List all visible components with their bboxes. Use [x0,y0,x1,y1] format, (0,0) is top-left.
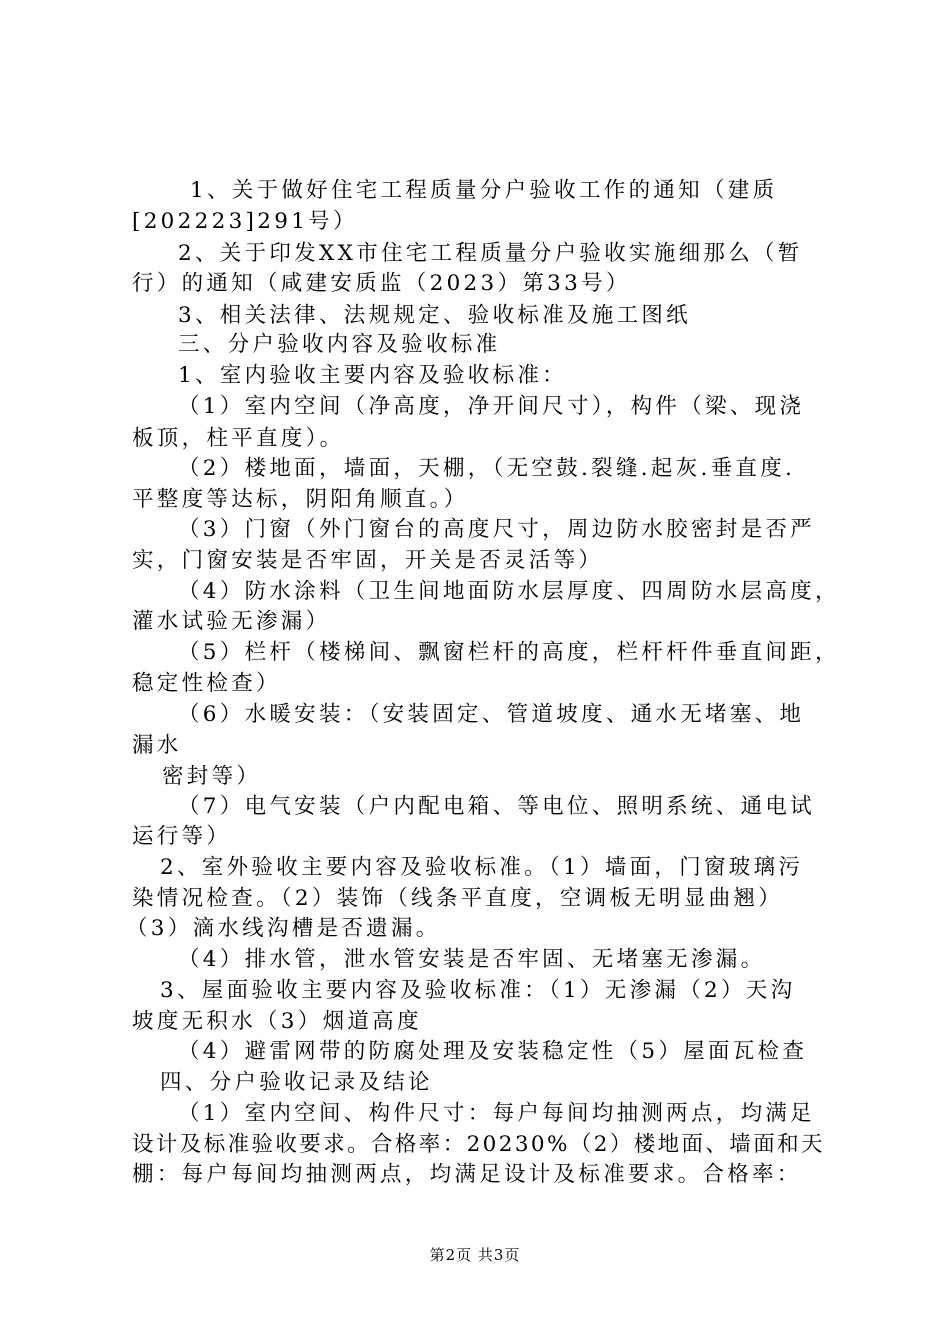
text-line-30: 四、分户验收记录及结论 [160,1070,433,1095]
text-line-6: 三、分户验收内容及验收标准 [178,332,501,357]
text-line-10: （2）楼地面，墙面，天棚，（无空鼓.裂缝.起灰.垂直度. [178,456,796,481]
text-line-26: （4）排水管，泄水管安装是否牢固、无堵塞无渗漏。 [178,947,766,972]
text-line-25: （3）滴水线沟槽是否遗漏。 [126,916,441,941]
text-line-4: 行）的通知（咸建安质监（2023）第33号） [132,271,631,296]
text-line-19: 漏水 [132,733,182,758]
text-line-29: （4）避雷网带的防腐处理及安装稳定性（5）屋面瓦检查 [178,1039,808,1064]
text-line-20: 密封等） [162,764,262,789]
text-line-32: 设计及标准验收要求。合格率：20230%（2）楼地面、墙面和天 [132,1132,825,1157]
text-line-16: （5）栏杆（楼梯间、飘窗栏杆的高度，栏杆杆件垂直间距， [178,640,840,665]
text-line-1: 1、关于做好住宅工程质量分户验收工作的通知（建质 [190,178,778,203]
text-line-2: [202223]291号） [132,209,358,234]
text-line-7: 1、室内验收主要内容及验收标准： [178,363,567,388]
text-line-21: （7）电气安装（户内配电箱、等电位、照明系统、通电试 [178,794,815,819]
text-line-24: 染情况检查。（2）装饰（线条平直度，空调板无明显曲翘） [132,886,784,911]
text-line-31: （1）室内空间、构件尺寸：每户每间均抽测两点，均满足 [178,1101,815,1126]
text-line-18: （6）水暖安装：（安装固定、管道坡度、通水无堵塞、地 [178,702,805,727]
text-line-14: （4）防水涂料（卫生间地面防水层厚度、四周防水层高度， [178,579,840,604]
text-line-13: 实，门窗安装是否牢固，开关是否灵活等） [132,548,604,573]
text-line-9: 板顶，柱平直度）。 [132,426,345,451]
text-line-17: 稳定性检查） [132,671,281,696]
text-line-8: （1）室内空间（净高度，净开间尺寸），构件（梁、现浇 [178,394,805,419]
text-line-15: 灌水试验无渗漏） [132,609,331,634]
text-line-12: （3）门窗（外门窗台的高度尺寸，周边防水胶密封是否严 [178,517,815,542]
text-line-11: 平整度等达标，阴阳角顺直。） [132,487,469,512]
text-line-5: 3、相关法律、法规规定、验收标准及施工图纸 [178,303,691,328]
page-number-footer: 第2页 共3页 [429,1246,521,1264]
text-line-23: 2、室外验收主要内容及验收标准。（1）墙面，门窗玻璃污 [160,855,804,880]
text-line-22: 运行等） [132,824,232,849]
text-line-3: 2、关于印发XX市住宅工程质量分户验收实施细那么（暂 [178,241,803,266]
text-line-33: 棚：每户每间均抽测两点，均满足设计及标准要求。合格率： [132,1162,802,1187]
text-line-27: 3、屋面验收主要内容及验收标准：（1）无渗漏（2）天沟 [160,978,796,1003]
text-line-28: 坡度无积水（3）烟道高度 [132,1009,422,1034]
